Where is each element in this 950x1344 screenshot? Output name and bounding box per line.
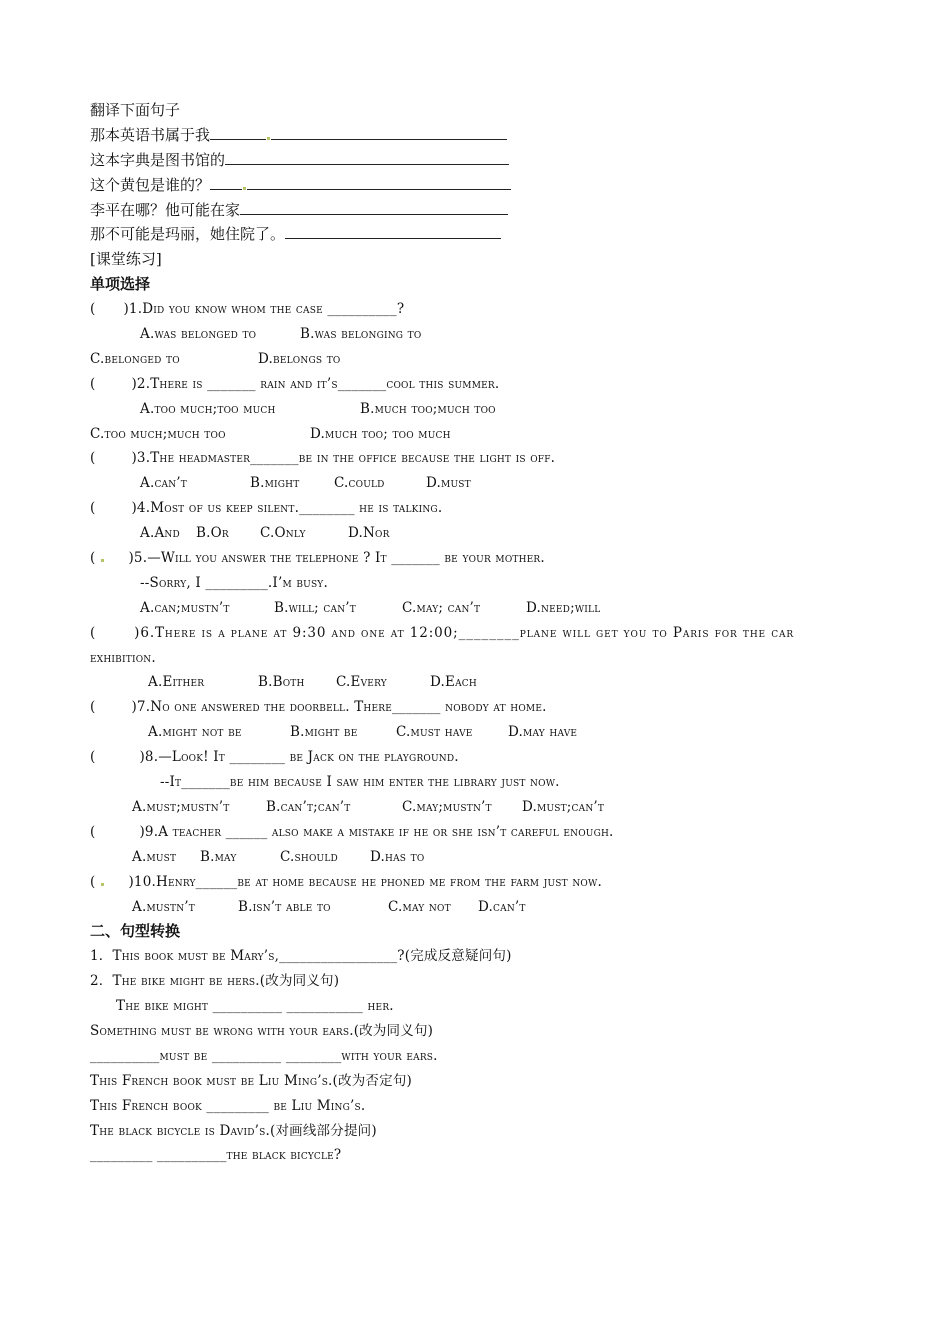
translate-heading: 翻译下面句子 — [90, 101, 181, 119]
transform-5: The black bicycle is David’s.(对画线部分提问) — [90, 1122, 377, 1139]
question-10: ( )10.Henry______be at home because he phoned me from the farm just now. — [90, 873, 602, 890]
transform-3-answer: __________must be __________ ________with your ears. — [90, 1047, 438, 1064]
transform-5-answer: _________ __________the black bicycle? — [90, 1147, 342, 1164]
option-b: B.was belonging to — [300, 326, 422, 343]
marker-dot-icon — [243, 187, 246, 190]
question-7: ( )7.No one answered the doorbell. There_______ nobody at home. — [90, 699, 547, 716]
question-6-options: A.Either B.Both C.Every D.Each — [148, 674, 477, 691]
option-d: D.belongs to — [258, 350, 341, 367]
question-1: ( )1.Did you know whom the case __________? — [90, 301, 405, 318]
transform-3: Something must be wrong with your ears.(改为同义句) — [90, 1022, 434, 1039]
option-c: C.belonged to — [90, 350, 180, 367]
question-6-continued: exhibition. — [90, 649, 156, 666]
transform-2: 2．The bike might be hers.(改为同义句) — [90, 973, 340, 990]
option-c: C.too much;much too — [90, 425, 226, 442]
question-2: ( )2.There is _______ rain and it’s_______cool this summer. — [90, 375, 500, 392]
mc-heading: 单项选择 — [90, 275, 151, 294]
question-9: ( )9.A teacher ______ also make a mistake if he or she isn’t careful enough. — [90, 823, 614, 840]
question-1-options-a — [90, 322, 880, 347]
worksheet-page — [90, 98, 880, 1168]
question-8-reply: --It_______be him because I saw him enter the library just now. — [160, 774, 560, 791]
question-3-options: A.can’t B.might C.could D.must — [140, 475, 471, 492]
question-9-options: A.must B.may C.should D.has to — [132, 848, 425, 865]
option-d: D.much too; too much — [310, 425, 451, 442]
translate-item-2: 这本字典是图书馆的 — [90, 148, 880, 173]
transform-4-answer: This French book _________ be Liu Ming’s. — [90, 1097, 366, 1114]
question-2-options-c — [90, 422, 880, 447]
transform-heading: 二、句型转换 — [90, 922, 181, 941]
question-5-options: A.can;mustn’t B.will; can’t C.may; can’t D.need;will — [140, 599, 601, 616]
marker-dot-icon — [101, 559, 104, 562]
question-4-options: A.And B.Or C.Only D.Nor — [140, 525, 390, 542]
marker-dot-icon — [101, 883, 104, 886]
marker-dot-icon — [267, 137, 270, 140]
transform-2-answer: The bike might __________ ___________ her. — [116, 998, 394, 1015]
transform-4: This French book must be Liu Ming’s.(改为否定句) — [90, 1072, 412, 1089]
question-10-options: A.mustn’t B.isn’t able to C.may not D.can’t — [132, 898, 526, 915]
translate-item-1: 那本英语书属于我 — [90, 123, 880, 148]
question-5-reply: --Sorry, I _________.I’m busy. — [140, 574, 328, 591]
question-1-options-c — [90, 347, 880, 372]
option-a: A.was belonged to — [140, 326, 257, 343]
practice-label: [课堂练习] — [90, 250, 162, 269]
question-6: ( )6.There is a plane at 9:30 and one at 12:00;________plane will get you to Paris for the car — [90, 624, 795, 641]
question-3: ( )3.The headmaster_______be in the office because the light is off. — [90, 450, 556, 467]
option-b: B.much too;much too — [360, 400, 496, 417]
translate-item-5: 那不可能是玛丽，她住院了。 — [90, 222, 880, 247]
translate-item-4: 李平在哪？他可能在家 — [90, 198, 880, 223]
question-4: ( )4.Most of us keep silent.________ he is talking. — [90, 500, 443, 517]
question-8-options: A.must;mustn’t B.can’t;can’t C.may;mustn’t D.must;can’t — [132, 798, 605, 815]
question-5: ( )5.—Will you answer the telephone ? It _______ be your mother. — [90, 550, 545, 567]
question-7-options: A.might not be B.might be C.must have D.may have — [148, 724, 578, 741]
transform-1: 1．This book must be Mary’s,_________________?(完成反意疑问句) — [90, 948, 512, 965]
question-2-options-a — [90, 397, 880, 422]
option-a: A.too much;too much — [140, 400, 276, 417]
question-8: ( )8.—Look! It ________ be Jack on the playground. — [90, 749, 459, 766]
translate-item-3: 这个黄包是谁的？ — [90, 173, 880, 198]
